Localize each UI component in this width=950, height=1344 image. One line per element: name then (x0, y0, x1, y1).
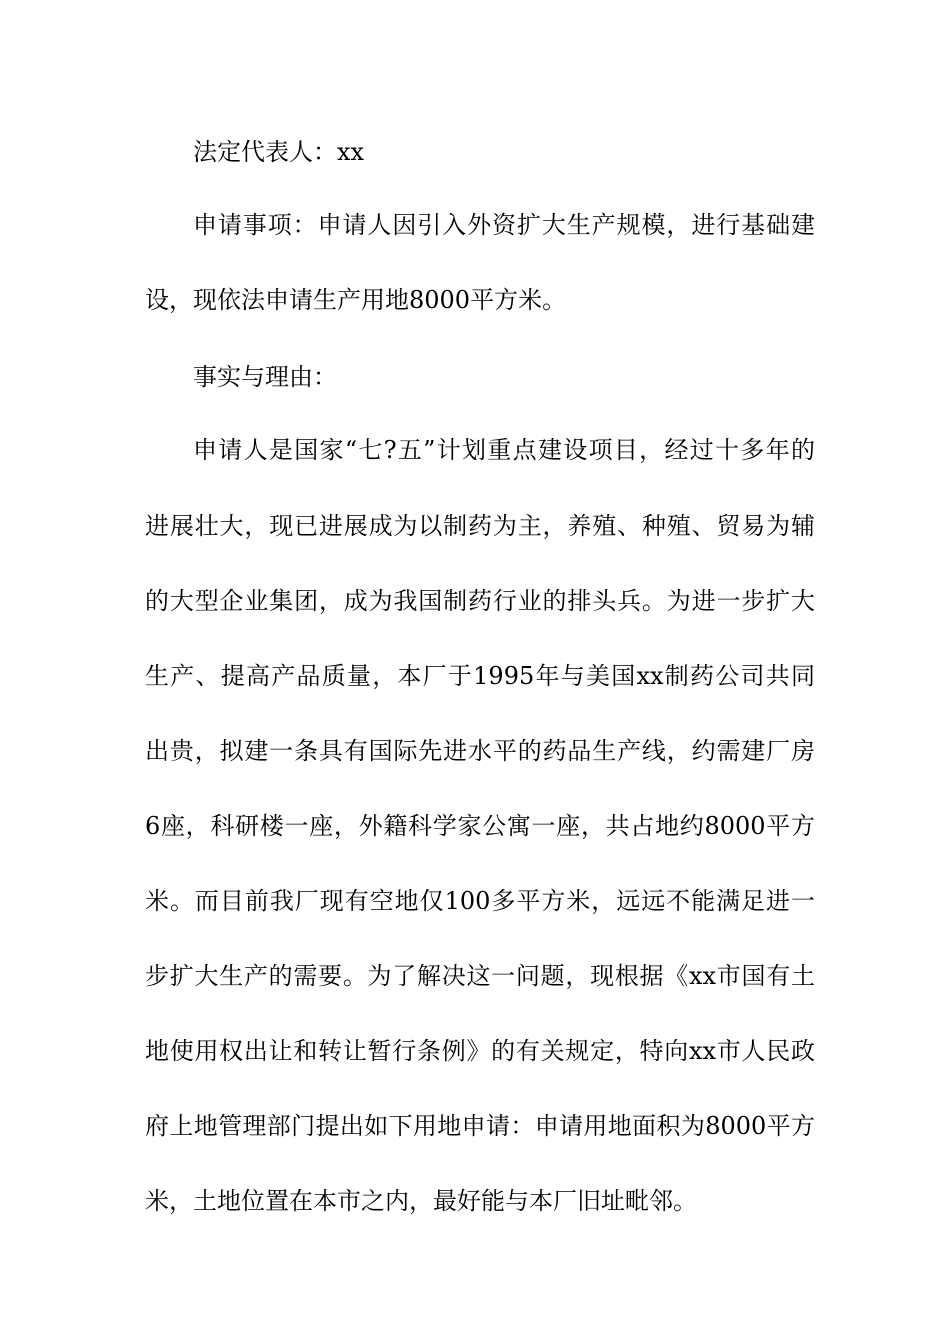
legal-representative-line: 法定代表人：xx (193, 138, 365, 166)
body-paragraph-line: 生产、提高产品质量，本厂于1995年与美国xx制药公司共同 (145, 662, 815, 690)
body-paragraph-line: 地使用权出让和转让暂行条例》的有关规定，特向xx市人民政 (145, 1037, 815, 1065)
body-paragraph-line: 出贵，拟建一条具有国际先进水平的药品生产线，约需建厂房 (145, 737, 815, 765)
application-matter-continuation: 设，现依法申请生产用地8000平方米。 (145, 286, 567, 314)
body-paragraph-line: 6座，科研楼一座，外籍科学家公寓一座，共占地约8000平方 (145, 812, 815, 840)
body-paragraph-line: 步扩大生产的需要。为了解决这一问题，现根据《xx市国有土 (145, 962, 815, 990)
application-matter-line: 申请事项：申请人因引入外资扩大生产规模，进行基础建 (193, 211, 815, 239)
body-paragraph-last-line: 米，土地位置在本市之内，最好能与本厂旧址毗邻。 (145, 1187, 697, 1215)
body-paragraph-line: 申请人是国家“七?五”计划重点建设项目，经过十多年的 (193, 436, 815, 464)
facts-and-reasons-heading: 事实与理由： (193, 363, 337, 391)
body-paragraph-line: 的大型企业集团，成为我国制药行业的排头兵。为进一步扩大 (145, 587, 815, 615)
body-paragraph-line: 进展壮大，现已进展成为以制药为主，养殖、种殖、贸易为辅 (145, 512, 815, 540)
body-paragraph-line: 米。而目前我厂现有空地仅100多平方米，远远不能满足进一 (145, 887, 815, 915)
body-paragraph-line: 府上地管理部门提出如下用地申请：申请用地面积为8000平方 (145, 1112, 815, 1140)
